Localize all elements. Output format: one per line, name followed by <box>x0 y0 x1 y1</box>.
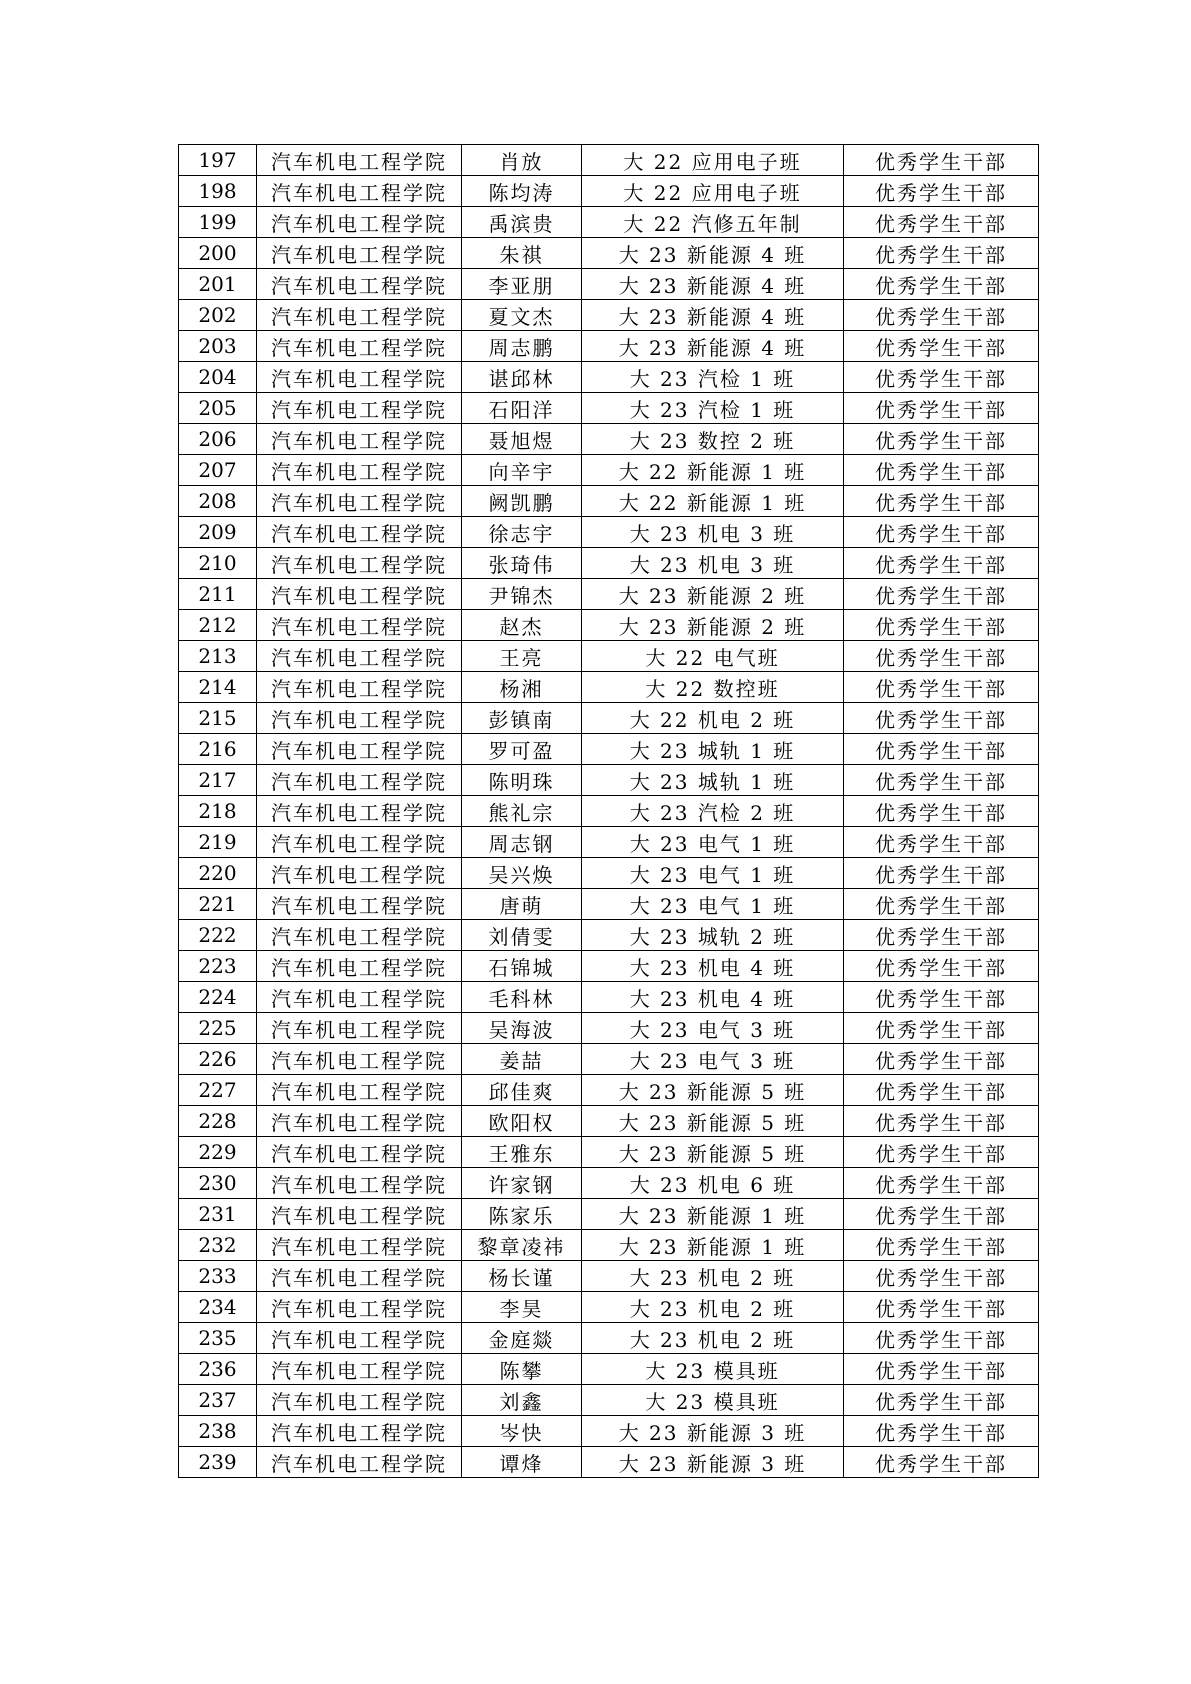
student-name-cell: 陈均涛 <box>462 176 582 207</box>
college-name-cell: 汽车机电工程学院 <box>257 1447 462 1478</box>
table-row <box>179 269 1039 300</box>
table-row <box>179 920 1039 951</box>
class-name-cell: 大 23 汽检 1 班 <box>582 393 844 424</box>
award-title-cell: 优秀学生干部 <box>844 238 1039 269</box>
student-name-cell: 肖放 <box>462 145 582 176</box>
class-name-cell: 大 22 汽修五年制 <box>582 207 844 238</box>
table-row <box>179 796 1039 827</box>
row-number-cell: 230 <box>179 1168 257 1199</box>
student-name-cell: 李昊 <box>462 1292 582 1323</box>
row-number-cell: 235 <box>179 1323 257 1354</box>
row-number-cell: 224 <box>179 982 257 1013</box>
student-name-cell: 禹滨贵 <box>462 207 582 238</box>
award-title-cell: 优秀学生干部 <box>844 1447 1039 1478</box>
college-name-cell: 汽车机电工程学院 <box>257 1075 462 1106</box>
table-row <box>179 331 1039 362</box>
student-name-cell: 徐志宇 <box>462 517 582 548</box>
table-row <box>179 1416 1039 1447</box>
award-title-cell: 优秀学生干部 <box>844 1292 1039 1323</box>
student-name-cell: 周志钢 <box>462 827 582 858</box>
college-name-cell: 汽车机电工程学院 <box>257 176 462 207</box>
class-name-cell: 大 23 新能源 4 班 <box>582 238 844 269</box>
award-title-cell: 优秀学生干部 <box>844 1044 1039 1075</box>
class-name-cell: 大 22 新能源 1 班 <box>582 486 844 517</box>
row-number-cell: 201 <box>179 269 257 300</box>
student-name-cell: 岑快 <box>462 1416 582 1447</box>
student-name-cell: 唐萌 <box>462 889 582 920</box>
student-name-cell: 石锦城 <box>462 951 582 982</box>
row-number-cell: 228 <box>179 1106 257 1137</box>
student-name-cell: 陈攀 <box>462 1354 582 1385</box>
row-number-cell: 200 <box>179 238 257 269</box>
row-number-cell: 233 <box>179 1261 257 1292</box>
row-number-cell: 205 <box>179 393 257 424</box>
college-name-cell: 汽车机电工程学院 <box>257 207 462 238</box>
row-number-cell: 217 <box>179 765 257 796</box>
student-name-cell: 张琦伟 <box>462 548 582 579</box>
college-name-cell: 汽车机电工程学院 <box>257 331 462 362</box>
student-name-cell: 熊礼宗 <box>462 796 582 827</box>
college-name-cell: 汽车机电工程学院 <box>257 1199 462 1230</box>
student-name-cell: 王亮 <box>462 641 582 672</box>
college-name-cell: 汽车机电工程学院 <box>257 703 462 734</box>
college-name-cell: 汽车机电工程学院 <box>257 827 462 858</box>
class-name-cell: 大 23 机电 2 班 <box>582 1292 844 1323</box>
row-number-cell: 197 <box>179 145 257 176</box>
table-row <box>179 579 1039 610</box>
college-name-cell: 汽车机电工程学院 <box>257 1106 462 1137</box>
student-name-cell: 邱佳爽 <box>462 1075 582 1106</box>
class-name-cell: 大 22 应用电子班 <box>582 176 844 207</box>
class-name-cell: 大 23 新能源 5 班 <box>582 1137 844 1168</box>
row-number-cell: 214 <box>179 672 257 703</box>
row-number-cell: 220 <box>179 858 257 889</box>
college-name-cell: 汽车机电工程学院 <box>257 548 462 579</box>
award-title-cell: 优秀学生干部 <box>844 1385 1039 1416</box>
award-title-cell: 优秀学生干部 <box>844 1354 1039 1385</box>
class-name-cell: 大 23 新能源 4 班 <box>582 269 844 300</box>
row-number-cell: 229 <box>179 1137 257 1168</box>
table-row <box>179 1044 1039 1075</box>
row-number-cell: 223 <box>179 951 257 982</box>
award-title-cell: 优秀学生干部 <box>844 1168 1039 1199</box>
table-row <box>179 238 1039 269</box>
student-name-cell: 欧阳权 <box>462 1106 582 1137</box>
row-number-cell: 222 <box>179 920 257 951</box>
row-number-cell: 203 <box>179 331 257 362</box>
college-name-cell: 汽车机电工程学院 <box>257 300 462 331</box>
college-name-cell: 汽车机电工程学院 <box>257 1044 462 1075</box>
row-number-cell: 199 <box>179 207 257 238</box>
table-row <box>179 393 1039 424</box>
class-name-cell: 大 23 汽检 2 班 <box>582 796 844 827</box>
college-name-cell: 汽车机电工程学院 <box>257 579 462 610</box>
student-name-cell: 石阳洋 <box>462 393 582 424</box>
row-number-cell: 209 <box>179 517 257 548</box>
class-name-cell: 大 23 机电 3 班 <box>582 517 844 548</box>
college-name-cell: 汽车机电工程学院 <box>257 424 462 455</box>
student-name-cell: 许家钢 <box>462 1168 582 1199</box>
college-name-cell: 汽车机电工程学院 <box>257 858 462 889</box>
award-title-cell: 优秀学生干部 <box>844 486 1039 517</box>
award-title-cell: 优秀学生干部 <box>844 1013 1039 1044</box>
award-title-cell: 优秀学生干部 <box>844 300 1039 331</box>
row-number-cell: 212 <box>179 610 257 641</box>
table-row <box>179 951 1039 982</box>
award-title-cell: 优秀学生干部 <box>844 145 1039 176</box>
student-name-cell: 朱祺 <box>462 238 582 269</box>
class-name-cell: 大 23 模具班 <box>582 1385 844 1416</box>
college-name-cell: 汽车机电工程学院 <box>257 145 462 176</box>
student-name-cell: 阙凯鹏 <box>462 486 582 517</box>
class-name-cell: 大 23 新能源 2 班 <box>582 610 844 641</box>
award-title-cell: 优秀学生干部 <box>844 858 1039 889</box>
award-title-cell: 优秀学生干部 <box>844 796 1039 827</box>
class-name-cell: 大 23 新能源 1 班 <box>582 1199 844 1230</box>
class-name-cell: 大 23 机电 6 班 <box>582 1168 844 1199</box>
table-row <box>179 1230 1039 1261</box>
award-title-cell: 优秀学生干部 <box>844 269 1039 300</box>
college-name-cell: 汽车机电工程学院 <box>257 1323 462 1354</box>
class-name-cell: 大 23 机电 3 班 <box>582 548 844 579</box>
college-name-cell: 汽车机电工程学院 <box>257 1137 462 1168</box>
table-row <box>179 1137 1039 1168</box>
table-row <box>179 982 1039 1013</box>
class-name-cell: 大 22 新能源 1 班 <box>582 455 844 486</box>
row-number-cell: 211 <box>179 579 257 610</box>
award-title-cell: 优秀学生干部 <box>844 1075 1039 1106</box>
award-title-cell: 优秀学生干部 <box>844 362 1039 393</box>
award-title-cell: 优秀学生干部 <box>844 1230 1039 1261</box>
college-name-cell: 汽车机电工程学院 <box>257 920 462 951</box>
award-title-cell: 优秀学生干部 <box>844 951 1039 982</box>
row-number-cell: 207 <box>179 455 257 486</box>
college-name-cell: 汽车机电工程学院 <box>257 796 462 827</box>
table-row <box>179 1447 1039 1478</box>
class-name-cell: 大 23 机电 4 班 <box>582 982 844 1013</box>
award-title-cell: 优秀学生干部 <box>844 548 1039 579</box>
row-number-cell: 237 <box>179 1385 257 1416</box>
college-name-cell: 汽车机电工程学院 <box>257 982 462 1013</box>
student-name-cell: 黎章凌祎 <box>462 1230 582 1261</box>
table-row <box>179 1292 1039 1323</box>
class-name-cell: 大 23 新能源 4 班 <box>582 331 844 362</box>
table-row <box>179 889 1039 920</box>
student-name-cell: 毛科林 <box>462 982 582 1013</box>
class-name-cell: 大 23 新能源 3 班 <box>582 1447 844 1478</box>
award-title-cell: 优秀学生干部 <box>844 1106 1039 1137</box>
class-name-cell: 大 23 机电 2 班 <box>582 1261 844 1292</box>
college-name-cell: 汽车机电工程学院 <box>257 517 462 548</box>
award-title-cell: 优秀学生干部 <box>844 672 1039 703</box>
row-number-cell: 236 <box>179 1354 257 1385</box>
award-title-cell: 优秀学生干部 <box>844 455 1039 486</box>
row-number-cell: 213 <box>179 641 257 672</box>
table-row <box>179 1385 1039 1416</box>
student-name-cell: 李亚朋 <box>462 269 582 300</box>
class-name-cell: 大 23 电气 1 班 <box>582 827 844 858</box>
table-row <box>179 1261 1039 1292</box>
college-name-cell: 汽车机电工程学院 <box>257 362 462 393</box>
college-name-cell: 汽车机电工程学院 <box>257 1385 462 1416</box>
student-name-cell: 刘倩雯 <box>462 920 582 951</box>
college-name-cell: 汽车机电工程学院 <box>257 269 462 300</box>
row-number-cell: 198 <box>179 176 257 207</box>
class-name-cell: 大 23 模具班 <box>582 1354 844 1385</box>
class-name-cell: 大 23 汽检 1 班 <box>582 362 844 393</box>
table-row <box>179 827 1039 858</box>
college-name-cell: 汽车机电工程学院 <box>257 1292 462 1323</box>
college-name-cell: 汽车机电工程学院 <box>257 1416 462 1447</box>
class-name-cell: 大 22 数控班 <box>582 672 844 703</box>
award-title-cell: 优秀学生干部 <box>844 176 1039 207</box>
row-number-cell: 225 <box>179 1013 257 1044</box>
award-roster-table <box>178 144 1039 1478</box>
student-name-cell: 陈明珠 <box>462 765 582 796</box>
award-title-cell: 优秀学生干部 <box>844 889 1039 920</box>
row-number-cell: 208 <box>179 486 257 517</box>
class-name-cell: 大 23 机电 2 班 <box>582 1323 844 1354</box>
table-row <box>179 455 1039 486</box>
award-title-cell: 优秀学生干部 <box>844 765 1039 796</box>
table-row <box>179 1199 1039 1230</box>
row-number-cell: 234 <box>179 1292 257 1323</box>
student-name-cell: 刘鑫 <box>462 1385 582 1416</box>
class-name-cell: 大 23 机电 4 班 <box>582 951 844 982</box>
table-row <box>179 517 1039 548</box>
row-number-cell: 239 <box>179 1447 257 1478</box>
table-row <box>179 1075 1039 1106</box>
class-name-cell: 大 23 新能源 5 班 <box>582 1106 844 1137</box>
college-name-cell: 汽车机电工程学院 <box>257 672 462 703</box>
award-title-cell: 优秀学生干部 <box>844 1261 1039 1292</box>
student-name-cell: 尹锦杰 <box>462 579 582 610</box>
award-title-cell: 优秀学生干部 <box>844 1323 1039 1354</box>
college-name-cell: 汽车机电工程学院 <box>257 1354 462 1385</box>
class-name-cell: 大 22 电气班 <box>582 641 844 672</box>
award-title-cell: 优秀学生干部 <box>844 703 1039 734</box>
college-name-cell: 汽车机电工程学院 <box>257 641 462 672</box>
class-name-cell: 大 23 电气 3 班 <box>582 1013 844 1044</box>
student-name-cell: 周志鹏 <box>462 331 582 362</box>
student-name-cell: 谭烽 <box>462 1447 582 1478</box>
table-row <box>179 734 1039 765</box>
table-row <box>179 641 1039 672</box>
student-name-cell: 杨湘 <box>462 672 582 703</box>
class-name-cell: 大 23 城轨 2 班 <box>582 920 844 951</box>
table-row <box>179 610 1039 641</box>
table-row <box>179 703 1039 734</box>
college-name-cell: 汽车机电工程学院 <box>257 393 462 424</box>
award-title-cell: 优秀学生干部 <box>844 920 1039 951</box>
class-name-cell: 大 22 机电 2 班 <box>582 703 844 734</box>
table-row <box>179 176 1039 207</box>
college-name-cell: 汽车机电工程学院 <box>257 455 462 486</box>
table-row <box>179 548 1039 579</box>
award-title-cell: 优秀学生干部 <box>844 331 1039 362</box>
class-name-cell: 大 23 新能源 5 班 <box>582 1075 844 1106</box>
class-name-cell: 大 23 电气 1 班 <box>582 889 844 920</box>
award-title-cell: 优秀学生干部 <box>844 393 1039 424</box>
college-name-cell: 汽车机电工程学院 <box>257 889 462 920</box>
student-name-cell: 吴海波 <box>462 1013 582 1044</box>
table-row <box>179 672 1039 703</box>
row-number-cell: 221 <box>179 889 257 920</box>
student-name-cell: 陈家乐 <box>462 1199 582 1230</box>
student-name-cell: 赵杰 <box>462 610 582 641</box>
college-name-cell: 汽车机电工程学院 <box>257 951 462 982</box>
student-name-cell: 罗可盈 <box>462 734 582 765</box>
row-number-cell: 226 <box>179 1044 257 1075</box>
student-name-cell: 彭镇南 <box>462 703 582 734</box>
row-number-cell: 232 <box>179 1230 257 1261</box>
college-name-cell: 汽车机电工程学院 <box>257 238 462 269</box>
college-name-cell: 汽车机电工程学院 <box>257 1230 462 1261</box>
student-name-cell: 聂旭煜 <box>462 424 582 455</box>
student-name-cell: 谌邱林 <box>462 362 582 393</box>
student-name-cell: 金庭燚 <box>462 1323 582 1354</box>
table-row <box>179 1106 1039 1137</box>
table-row <box>179 300 1039 331</box>
row-number-cell: 206 <box>179 424 257 455</box>
award-title-cell: 优秀学生干部 <box>844 517 1039 548</box>
table-row <box>179 765 1039 796</box>
row-number-cell: 219 <box>179 827 257 858</box>
table-row <box>179 1323 1039 1354</box>
award-title-cell: 优秀学生干部 <box>844 982 1039 1013</box>
row-number-cell: 202 <box>179 300 257 331</box>
table-row <box>179 858 1039 889</box>
row-number-cell: 227 <box>179 1075 257 1106</box>
class-name-cell: 大 23 数控 2 班 <box>582 424 844 455</box>
college-name-cell: 汽车机电工程学院 <box>257 734 462 765</box>
row-number-cell: 215 <box>179 703 257 734</box>
award-title-cell: 优秀学生干部 <box>844 1137 1039 1168</box>
award-title-cell: 优秀学生干部 <box>844 1199 1039 1230</box>
row-number-cell: 204 <box>179 362 257 393</box>
row-number-cell: 231 <box>179 1199 257 1230</box>
award-title-cell: 优秀学生干部 <box>844 641 1039 672</box>
row-number-cell: 218 <box>179 796 257 827</box>
college-name-cell: 汽车机电工程学院 <box>257 1261 462 1292</box>
award-title-cell: 优秀学生干部 <box>844 579 1039 610</box>
student-name-cell: 杨长谨 <box>462 1261 582 1292</box>
table-row <box>179 1354 1039 1385</box>
table-row <box>179 145 1039 176</box>
table-row <box>179 207 1039 238</box>
class-name-cell: 大 23 新能源 2 班 <box>582 579 844 610</box>
class-name-cell: 大 22 应用电子班 <box>582 145 844 176</box>
college-name-cell: 汽车机电工程学院 <box>257 1013 462 1044</box>
award-title-cell: 优秀学生干部 <box>844 610 1039 641</box>
table-row <box>179 1013 1039 1044</box>
student-name-cell: 夏文杰 <box>462 300 582 331</box>
class-name-cell: 大 23 新能源 4 班 <box>582 300 844 331</box>
student-name-cell: 王雅东 <box>462 1137 582 1168</box>
award-title-cell: 优秀学生干部 <box>844 424 1039 455</box>
class-name-cell: 大 23 电气 1 班 <box>582 858 844 889</box>
class-name-cell: 大 23 新能源 3 班 <box>582 1416 844 1447</box>
class-name-cell: 大 23 电气 3 班 <box>582 1044 844 1075</box>
row-number-cell: 216 <box>179 734 257 765</box>
college-name-cell: 汽车机电工程学院 <box>257 1168 462 1199</box>
college-name-cell: 汽车机电工程学院 <box>257 765 462 796</box>
table-row <box>179 486 1039 517</box>
class-name-cell: 大 23 城轨 1 班 <box>582 765 844 796</box>
student-name-cell: 姜喆 <box>462 1044 582 1075</box>
student-name-cell: 向辛宇 <box>462 455 582 486</box>
table-row <box>179 362 1039 393</box>
row-number-cell: 238 <box>179 1416 257 1447</box>
college-name-cell: 汽车机电工程学院 <box>257 486 462 517</box>
award-title-cell: 优秀学生干部 <box>844 207 1039 238</box>
college-name-cell: 汽车机电工程学院 <box>257 610 462 641</box>
class-name-cell: 大 23 城轨 1 班 <box>582 734 844 765</box>
student-name-cell: 吴兴焕 <box>462 858 582 889</box>
award-title-cell: 优秀学生干部 <box>844 1416 1039 1447</box>
class-name-cell: 大 23 新能源 1 班 <box>582 1230 844 1261</box>
award-roster-body <box>179 145 1039 1478</box>
row-number-cell: 210 <box>179 548 257 579</box>
award-title-cell: 优秀学生干部 <box>844 827 1039 858</box>
table-row <box>179 1168 1039 1199</box>
table-row <box>179 424 1039 455</box>
award-title-cell: 优秀学生干部 <box>844 734 1039 765</box>
